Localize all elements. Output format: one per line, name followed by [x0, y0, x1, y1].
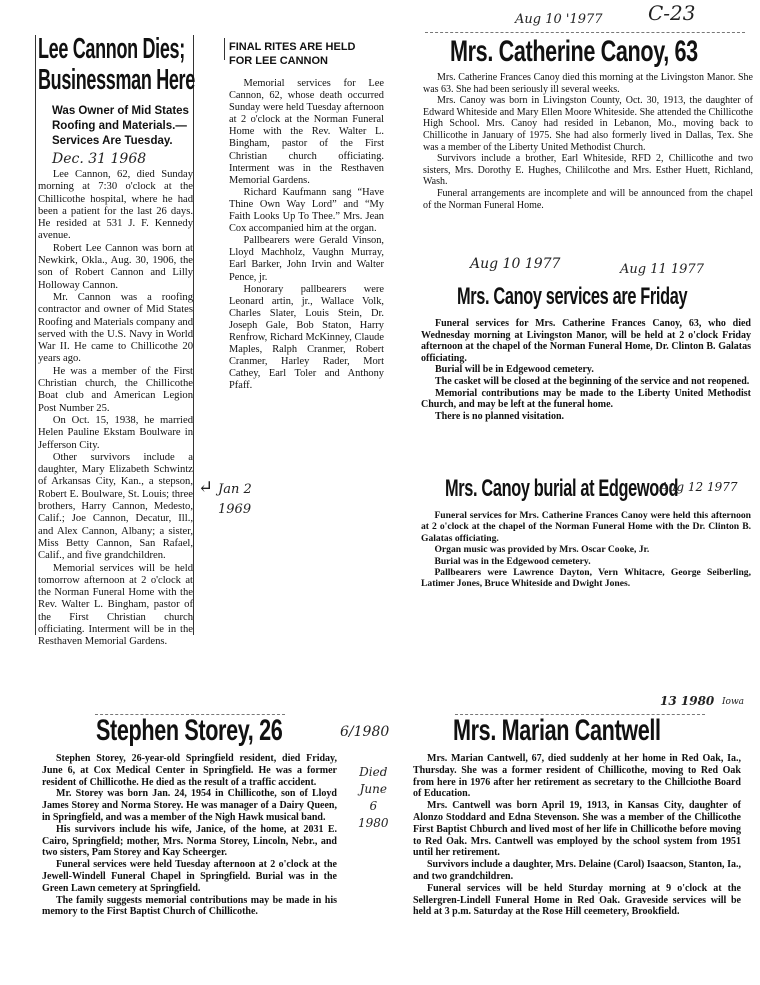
- paragraph: Honorary pallbearers were Leonard artin, jr., Wallace Volk, Charles Slater, Louis Stein, Dr. Joseph Gale, Bob Staton, Harry Renfrow, Richard McKinney, Claude Maples, Ralph Cranmer, Robert Cranmer, Harley Rader, Mort Cathey, Earl Toler and Anthony Pfaff.: [229, 283, 384, 392]
- arrow-icon: ↵: [198, 477, 214, 498]
- handwritten-date: Aug 11 1977: [620, 262, 704, 277]
- paragraph: Lee Cannon, 62, died Sunday morning at 7:30 o'clock at the Chillicothe hospital, where he had been a patient for the last 26 days. He resided at 531 J. F. Kennedy avenue.: [38, 169, 193, 242]
- headline: Stephen Storey, 26: [96, 714, 283, 747]
- paragraph: Organ music was provided by Mrs. Oscar Cooke, Jr.: [434, 544, 650, 556]
- article-body: [421, 318, 751, 422]
- paragraph: Survivors include a daughter, Mrs. Delaine (Carol) Isaacson, Stanton, Ia., and two grandchildren.: [413, 859, 741, 882]
- article-body: [229, 78, 384, 392]
- handwritten-note: [358, 764, 389, 832]
- article-body: [421, 510, 751, 590]
- paragraph: Funeral services for Mrs. Catherine Frances Canoy, 63, who died Wednesday morning at Livingston Manor, will be held at 2 o'clock Friday afternoon at the chapel of the Norman Funeral Home, Dr. Clinton B. Galatas officiating.: [421, 318, 751, 364]
- paragraph: Funeral services were held Tuesday afternoon at 2 o'clock at the Jewell-Windell Funeral Chapel in Springfield. Burial was in the Green Lawn cemetery at Springfield.: [42, 859, 337, 894]
- paragraph: On Oct. 15, 1938, he married Helen Pauline Ekstam Boulware in Jefferson City.: [38, 414, 193, 451]
- paragraph: Pallbearers were Lawrence Dayton, Vern Whitacre, George Seiberling, Latimer Jones, Bruce Whiteside and Dwight Jones.: [421, 567, 751, 590]
- handwritten-line: 1969: [218, 502, 252, 517]
- paragraph: His survivors include his wife, Janice, of the home, at 2031 E. Cairo, Springfield; mother, Mrs. Norma Storey, Lincoln, Nebr., and two sisters, Pam Storey and Kay Scheerger.: [42, 823, 337, 859]
- paragraph: Richard Kaufmann sang “Have Thine Own Way Lord” and “My Faith Looks Up To Thee.” Mrs. Jean Cox accompanied him at the organ.: [229, 186, 384, 235]
- subhead: Was Owner of Mid States Roofing and Materials.— Services Are Tuesday.: [52, 105, 189, 147]
- handwritten-date: [218, 480, 252, 520]
- paragraph: Robert Lee Cannon was born at Newkirk, Okla., Aug. 30, 1906, the son of Robert Cannon and Lilly Holloway Cannon.: [38, 242, 193, 291]
- canoy-services-clipping: [421, 284, 751, 422]
- paragraph: Funeral arrangements are incomplete and will be announced from the chapel of the Norman Funeral Home.: [423, 187, 753, 211]
- paragraph: Mrs. Cantwell was born April 19, 1913, in Kansas City, daughter of Alonzo Stoddard and Edna Stevenson. She was a member of the Chillicothe First Baptist Chburch and lived most of her life in Chillicothe before moving to Red Oak. Mrs. Cantwell was employed by the school system from 1951 until her retirement.: [413, 800, 741, 859]
- catherine-canoy-clipping: [423, 36, 753, 211]
- lee-cannon-clipping: [38, 34, 193, 649]
- paragraph: Burial will be in Edgewood cemetery.: [435, 364, 594, 376]
- headline: Mrs. Canoy services are Friday: [457, 283, 688, 310]
- paragraph: Memorial services will be held tomorrow afternoon at 2 o'clock at the Norman Funeral Home with the Rev. Walter L. Bingham, pastor of the First Christian church officiating. Interment will be in the Resthaven Memorial Gardens.: [38, 562, 193, 648]
- headline: [229, 40, 384, 68]
- page-label-handwritten: C-23: [648, 1, 696, 25]
- clipping-edge: [35, 35, 36, 635]
- paragraph: Mr. Cannon was a roofing contractor and owner of Mid States Roofing and Materials company and served with the U.S. Navy in World War II. He came to Chillicothe 20 years ago.: [38, 291, 193, 365]
- paragraph: Funeral services for Mrs. Catherine Frances Canoy were held this afternoon at 2 o'clock at the chapel of the Norman Funeral Home with the Dr. Clinton B. Galatas officiating.: [421, 510, 751, 544]
- paragraph: Mr. Storey was born Jan. 24, 1954 in Chillicothe, son of Lloyd James Storey and Norma Storey. He was manager of a Dairy Queen, in Springfield, and was a member of the Nigh Hawk musical band.: [42, 788, 337, 823]
- clipping-edge: [193, 35, 194, 635]
- headline: [38, 33, 195, 96]
- paragraph: Mrs. Catherine Frances Canoy died this morning at the Livingston Manor. She was 63. She had been seriously ill several weeks.: [423, 72, 753, 95]
- article-body: [38, 169, 193, 649]
- headline: Mrs. Canoy burial at Edgewood: [445, 475, 679, 502]
- handwritten-date: Dec. 31 1968: [52, 151, 147, 167]
- handwritten-date: 6/1980: [340, 724, 390, 740]
- clipping-edge: [425, 32, 745, 33]
- headline-line: Businessman Here: [38, 64, 195, 96]
- headline-line: Lee Cannon Dies;: [38, 33, 185, 65]
- paragraph: Other survivors include a daughter, Mary Elizabeth Schwintz of Arkansas City, Kan., a stepson, Robert E. Boulware, St. Louis; three brothers, Harry Cannon, Medesto, Calif.; Joe Cannon, Decatur, Ill., and Alex Cannon, Albany; a sister, Miss Betty Cannon, San Rafael, Calif., and five grandchildren.: [38, 451, 193, 562]
- marian-cantwell-clipping: [413, 715, 741, 918]
- final-rites-clipping: [229, 40, 384, 392]
- handwritten-date: Aug 10 1977: [470, 256, 561, 272]
- paragraph: Mrs. Marian Cantwell, 67, died suddenly at her home in Red Oak, Ia., Thursday. She was a former resident of Chillicothe, moving to Red Oak from here in 1976 after her retirement as secretary to the Chillciothe Board of Education.: [413, 753, 741, 800]
- paragraph: Memorial contributions may be made to the Liberty United Methodist Church, and may be left at the funeral home.: [421, 387, 751, 411]
- paragraph: Survivors include a brother, Earl Whiteside, RFD 2, Chillicothe and two sisters, Mrs. Dorothy E. Hughes, Chililcothe and Mrs. Esther Huett, Richland, Wash.: [423, 153, 753, 188]
- handwritten-date: Aug 10 '1977: [515, 12, 603, 27]
- handwritten-note: Iowa: [722, 697, 745, 707]
- paragraph: He was a member of the First Christian church, the Chillicothe Boat club and American Legion Post Number 25.: [38, 365, 193, 414]
- article-body: [42, 753, 337, 918]
- paragraph: Memorial services for Lee Cannon, 62, whose death occurred Sunday were held Tuesday afternoon at 2 o'clock at the Norman Funeral Home with the Rev. Walter L. Bingham, pastor of the First Christian church officiating. Interment was in the Resthaven Memorial Gardens.: [229, 78, 384, 186]
- paragraph: Stephen Storey, 26-year-old Springfield resident, died Friday, June 6, at Cox Medical Center in Springfield. He was a former resident of Chillicothe. He died as the result of a traffic accident.: [42, 753, 337, 788]
- handwritten-line: 1980: [358, 816, 389, 830]
- headline-line: FINAL RITES ARE HELD: [229, 41, 356, 53]
- handwritten-date: 13 1980: [660, 694, 715, 708]
- clipping-edge: [224, 38, 225, 60]
- headline: Mrs. Catherine Canoy, 63: [450, 35, 698, 68]
- paragraph: The family suggests memorial contributions may be made in his memory to the First Baptist Church of Chillicothe.: [42, 894, 337, 918]
- article-body: [423, 72, 753, 211]
- paragraph: Burial was in the Edgewood cemetery.: [434, 555, 591, 567]
- paragraph: Pallbearers were Gerald Vinson, Lloyd Machholz, Vaughn Murray, Earl Barker, John Irvin and Walter Pence, jr.: [229, 235, 384, 283]
- handwritten-line: June: [359, 782, 387, 796]
- handwritten-line: Jan 2: [218, 482, 252, 497]
- paragraph: There is no planned visitation.: [435, 410, 565, 422]
- paragraph: Mrs. Canoy was born in Livingston County, Oct. 30, 1913, the daughter of Edward Whiteside and Mary Ellen Moore Whiteside. She attended the Chillicothe High School. Mrs. Canoy had resided in Lebanon, Mo., moving back to Chillicothe in January of 1975. She had also formerly lived in Dallas, Tex. She was a member of the Liberty United Methodist Church.: [423, 95, 753, 153]
- article-body: [413, 753, 741, 918]
- handwritten-line: Died: [359, 765, 388, 779]
- paragraph: Funeral services will be held Sturday morning at 9 o'clock at the Sellergren-Lindell Funeral Home in Red Oak. Graveside services will be held at 3 p.m. Saturday at the Rose Hill ceemetery, Brookfield.: [413, 882, 741, 918]
- paragraph: The casket will be closed at the beginning of the service and not reopened.: [435, 375, 750, 387]
- handwritten-date: Aug 12 1977: [660, 480, 738, 494]
- stephen-storey-clipping: [42, 715, 337, 918]
- headline: Mrs. Marian Cantwell: [453, 714, 661, 747]
- handwritten-line: 6: [369, 799, 378, 813]
- headline-line: FOR LEE CANNON: [229, 55, 328, 67]
